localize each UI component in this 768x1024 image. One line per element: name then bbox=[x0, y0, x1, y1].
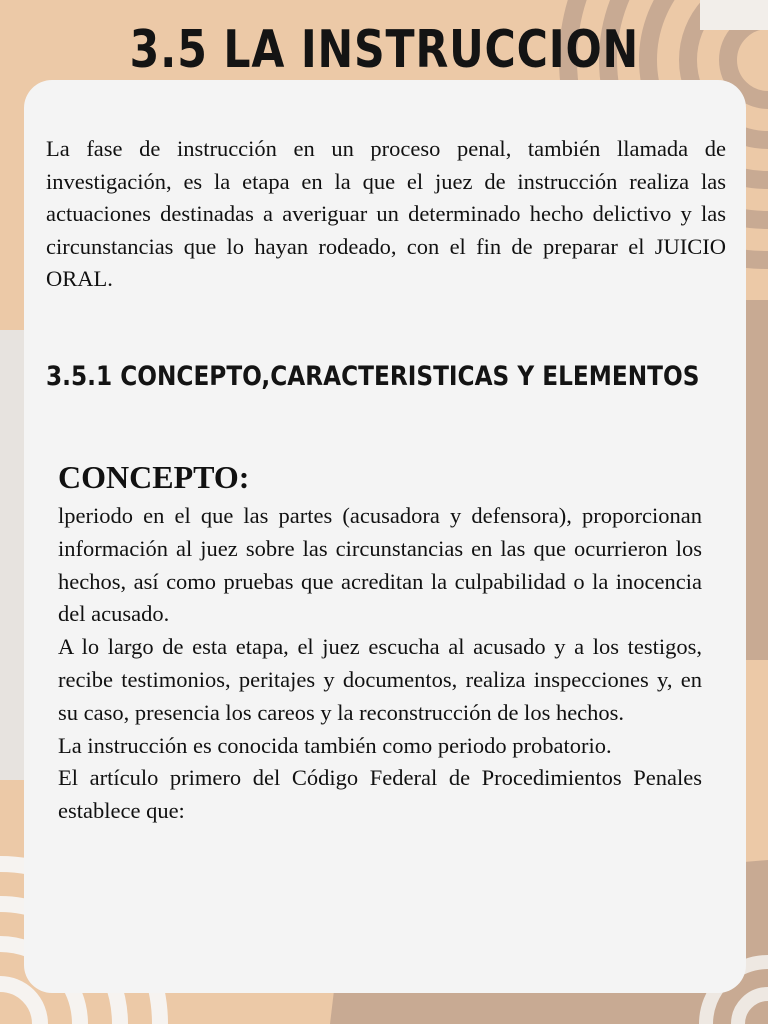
concept-label: CONCEPTO: bbox=[58, 459, 250, 495]
concept-body bbox=[58, 500, 702, 828]
concept-paragraph: A lo largo de esta etapa, el juez escucha al acusado y a los testigos, recibe testimonios, peritajes y documentos, realiza inspecciones y, en su caso, presencia los careos y la reconstrucción de los hechos. bbox=[58, 634, 702, 725]
intro-paragraph: La fase de instrucción en un proceso penal, también llamada de investigación, es la etapa en la que el juez de instrucción realiza las actuaciones destinadas a averiguar un determinado hecho delictivo y las circunstancias que lo hayan rodeado, con el fin de preparar el JUICIO ORAL. bbox=[46, 136, 726, 291]
concept-paragraph: La instrucción es conocida también como periodo probatorio. bbox=[58, 732, 612, 758]
section-heading: 3.5.1 CONCEPTO,CARACTERISTICAS Y ELEMENTOS bbox=[46, 361, 700, 392]
page-title: 3.5 LA INSTRUCCION bbox=[129, 20, 640, 80]
concept-paragraph: El artículo primero del Código Federal de Procedimientos Penales establece que: bbox=[58, 765, 702, 824]
concept-paragraph: lperiodo en el que las partes (acusadora y defensora), proporcionan información al juez sobre las circunstancias en las que ocurrieron los hechos, así como pruebas que acreditan la culpabilidad o la inocencia del acusado. bbox=[58, 503, 702, 627]
